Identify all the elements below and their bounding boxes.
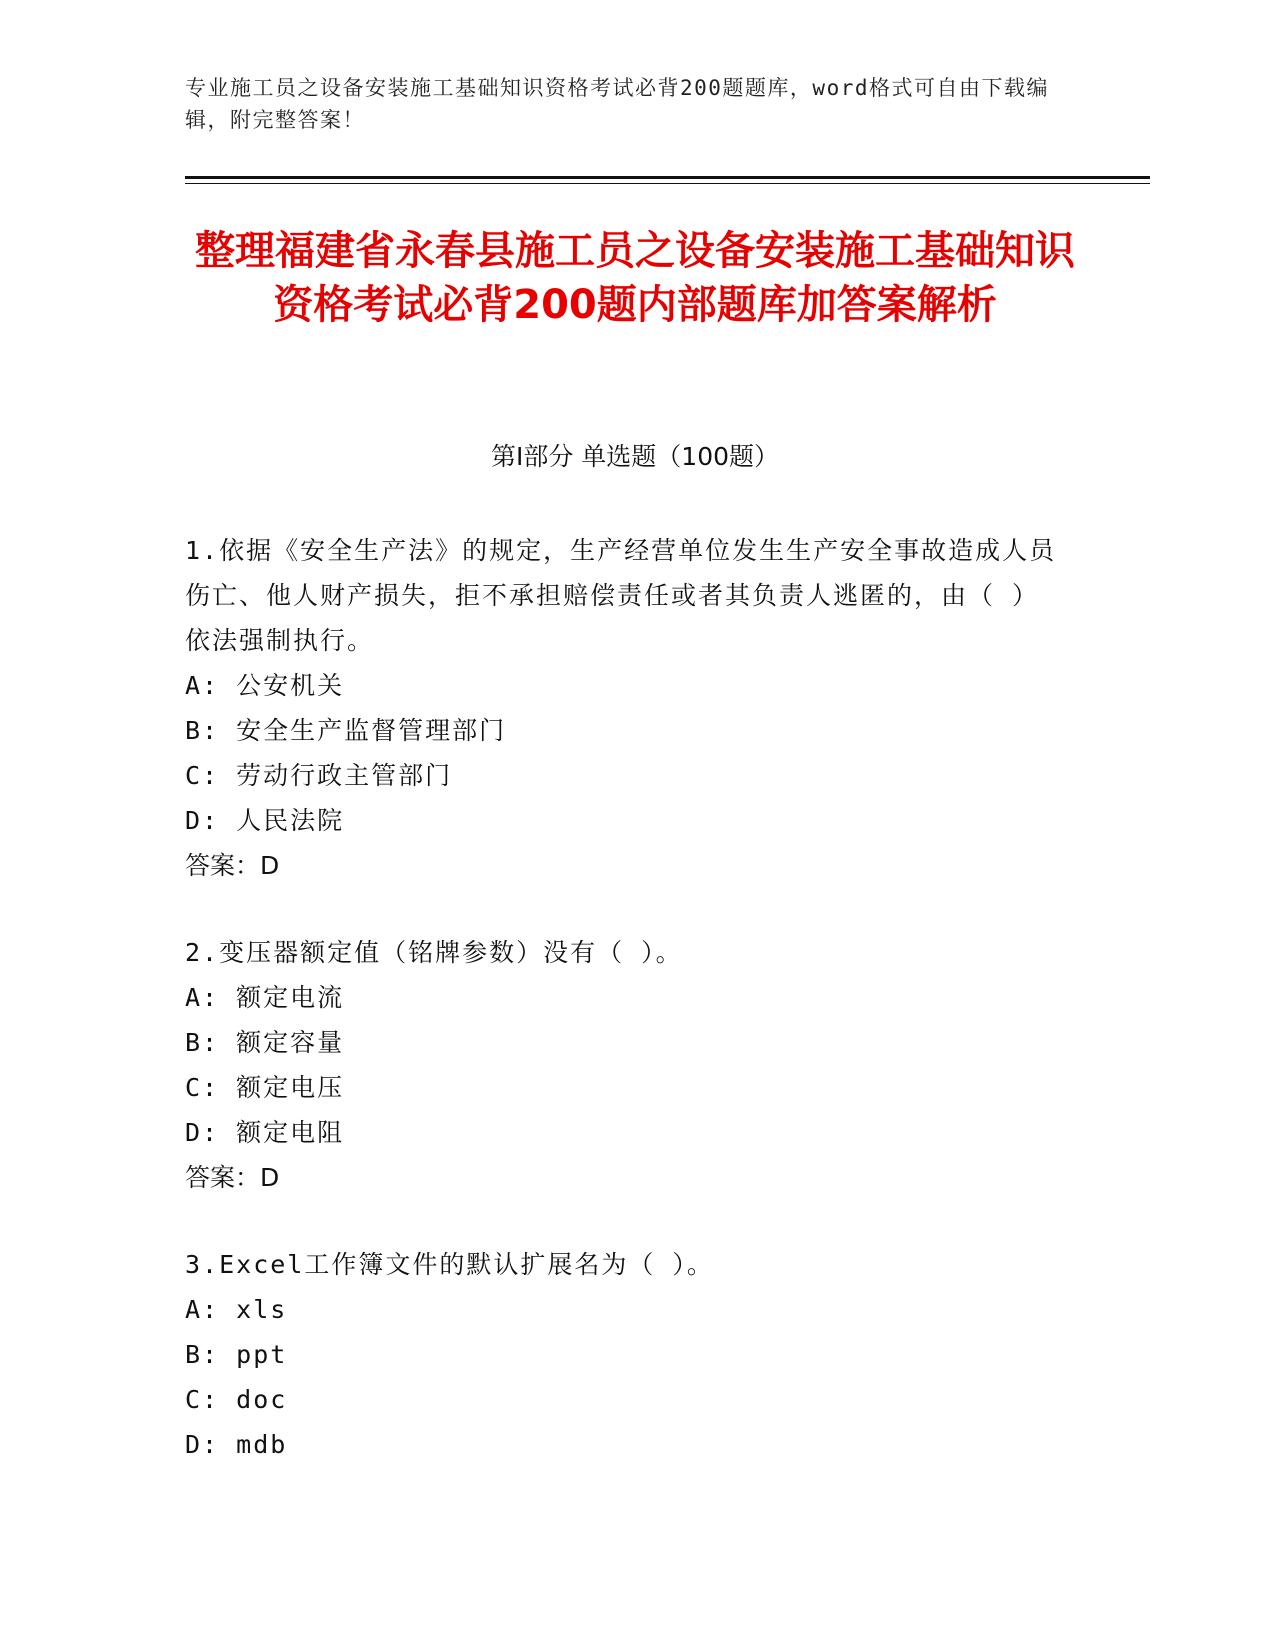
document-title: 整理福建省永春县施工员之设备安装施工基础知识资格考试必背200题内部题库加答案解析 <box>195 228 1075 328</box>
header-divider-thick <box>185 176 1150 179</box>
option-a: A: xls <box>185 1295 288 1324</box>
answer-line: 答案：D <box>185 1163 280 1192</box>
question-2 <box>185 930 1065 1200</box>
option-a: A: 额定电流 <box>185 983 345 1012</box>
header-note: 专业施工员之设备安装施工基础知识资格考试必背200题题库，word格式可自由下载编辑，附完整答案！ <box>185 76 1049 132</box>
option-b: B: 安全生产监督管理部门 <box>185 716 507 745</box>
section-title: 第Ⅰ部分 单选题（100题） <box>490 442 780 471</box>
answer-line: 答案：D <box>185 851 280 880</box>
question-1 <box>185 528 1065 888</box>
question-stem: 1.依据《安全生产法》的规定，生产经营单位发生生产安全事故造成人员伤亡、他人财产损失，拒不承担赔偿责任或者其负责人逃匿的，由（ ）依法强制执行。 <box>185 536 1057 655</box>
header-divider-thin <box>185 183 1150 184</box>
option-c: C: 劳动行政主管部门 <box>185 761 453 790</box>
question-stem: 2.变压器额定值（铭牌参数）没有（ ）。 <box>185 938 683 967</box>
option-c: C: 额定电压 <box>185 1073 345 1102</box>
option-d: D: 人民法院 <box>185 806 345 835</box>
option-d: D: 额定电阻 <box>185 1118 345 1147</box>
question-list <box>185 528 1065 1509</box>
option-b: B: 额定容量 <box>185 1028 345 1057</box>
question-stem: 3.Excel工作簿文件的默认扩展名为（ ）。 <box>185 1250 714 1279</box>
option-d: D: mdb <box>185 1430 288 1459</box>
option-c: C: doc <box>185 1385 288 1414</box>
option-a: A: 公安机关 <box>185 671 345 700</box>
option-b: B: ppt <box>185 1340 288 1369</box>
question-3 <box>185 1242 1065 1467</box>
